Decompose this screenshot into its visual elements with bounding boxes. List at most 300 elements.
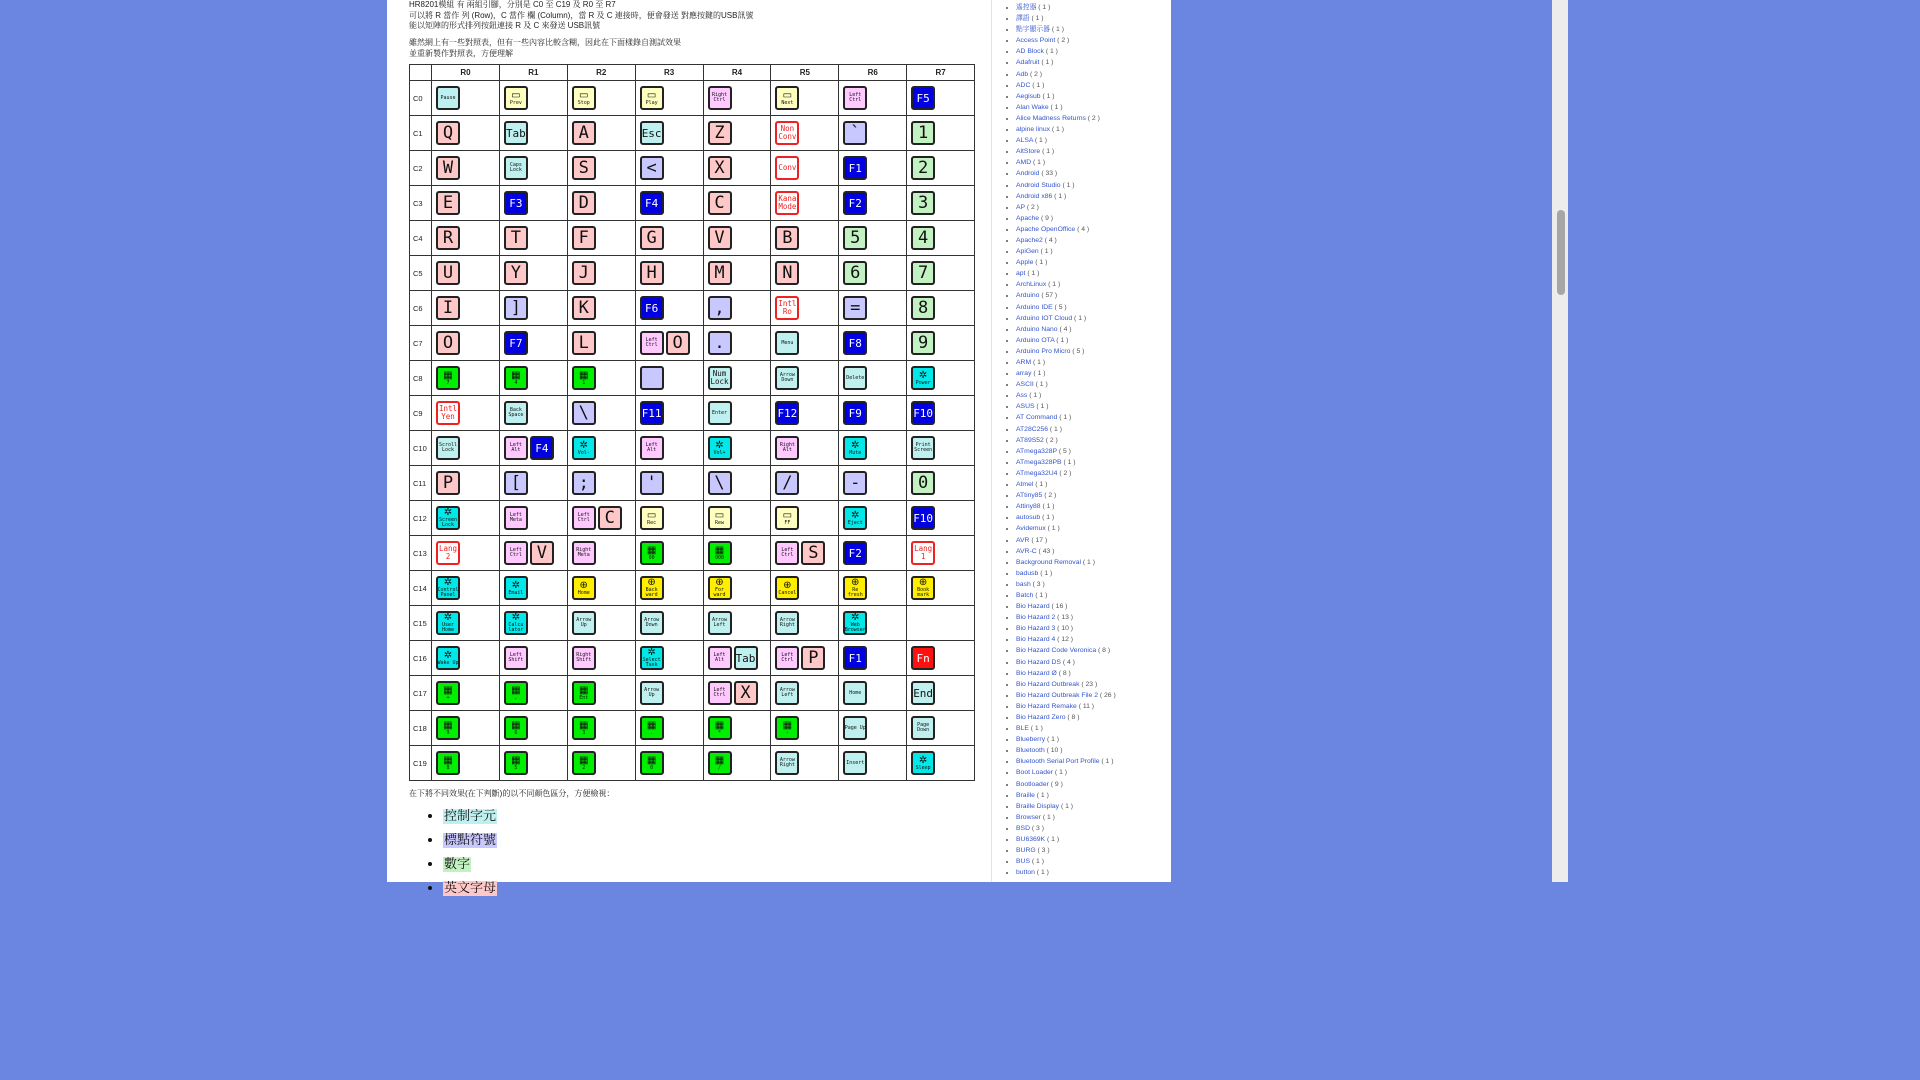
label-link[interactable]: Bio Hazard DS	[1016, 658, 1061, 666]
label-link[interactable]: Bio Hazard Ø	[1016, 669, 1057, 677]
row-label: C8	[410, 361, 432, 396]
key-cell	[635, 501, 703, 536]
key-label: 0	[650, 764, 654, 771]
label-count: ( 1 )	[1028, 725, 1043, 733]
key-cap	[775, 331, 799, 355]
label-link[interactable]: ADC	[1016, 81, 1031, 89]
key-cell	[839, 291, 907, 326]
label-link[interactable]: Bio Hazard Remake	[1016, 702, 1077, 710]
key-label: C	[714, 192, 725, 213]
label-link[interactable]: Arduino Pro Micro	[1016, 347, 1071, 355]
label-link[interactable]: Bio Hazard	[1016, 603, 1050, 611]
key-cap	[775, 366, 799, 390]
key-cell	[567, 151, 635, 186]
label-count: ( 5 )	[1052, 303, 1067, 311]
scrollbar-thumb[interactable]	[1557, 210, 1565, 295]
key-cell	[771, 571, 839, 606]
key-cell	[703, 711, 771, 746]
key-glyph-icon: ▦	[646, 719, 657, 731]
key-glyph-icon: ▦	[443, 369, 453, 381]
label-link[interactable]: apt	[1016, 270, 1026, 278]
label-count: ( 1 )	[1038, 569, 1053, 577]
label-link[interactable]: AT89S52	[1016, 436, 1044, 444]
key-cap	[504, 541, 528, 565]
key-glyph-icon: ✲	[511, 579, 521, 591]
key-cell	[703, 361, 771, 396]
key-cap	[843, 716, 867, 740]
key-cap	[640, 86, 664, 110]
key-label: Email	[508, 589, 524, 596]
key-label: Print Screen	[914, 442, 933, 453]
key-label: 4	[918, 227, 929, 248]
key-cap	[708, 471, 732, 495]
key-label: Arrow Right	[779, 617, 795, 628]
key-label: Conv	[778, 163, 797, 173]
label-link[interactable]: badusb	[1016, 569, 1039, 577]
label-list-item	[1016, 557, 1116, 568]
key-cell	[703, 641, 771, 676]
key-cell	[567, 536, 635, 571]
label-list-item	[1016, 634, 1116, 645]
key-glyph-icon: ▦	[511, 719, 521, 731]
label-count: ( 4 )	[1060, 658, 1075, 666]
label-link[interactable]: ATmega328P	[1016, 447, 1057, 455]
label-link[interactable]: ATmega32U4	[1016, 469, 1058, 477]
label-link[interactable]: AVR	[1016, 536, 1030, 544]
key-cell	[771, 431, 839, 466]
label-link[interactable]: Apple	[1016, 259, 1034, 267]
key-label: Right Ctrl	[711, 92, 728, 103]
label-link[interactable]: Bio Hazard Zero	[1016, 714, 1066, 721]
key-label: Lang 1	[914, 544, 933, 561]
key-label: N	[782, 262, 793, 283]
key-cap	[504, 331, 528, 355]
key-cap	[436, 471, 460, 495]
key-label: Power	[915, 379, 931, 386]
label-link[interactable]: ArchLinux	[1016, 281, 1047, 289]
label-list-item	[1016, 668, 1116, 679]
row-label: C4	[410, 221, 432, 256]
key-label: 8	[446, 764, 450, 771]
key-cap	[843, 226, 867, 250]
key-label: Stop	[577, 99, 590, 106]
label-list-item	[1016, 224, 1116, 235]
label-list-item	[1016, 468, 1116, 479]
label-link[interactable]: Bio Hazard Outbreak	[1016, 680, 1080, 688]
label-link[interactable]: BUS	[1016, 858, 1030, 866]
label-link[interactable]: ALSA	[1016, 137, 1034, 145]
key-label: Book mark	[917, 587, 930, 598]
key-cell	[703, 396, 771, 431]
key-cell	[839, 326, 907, 361]
label-link[interactable]: ASCII	[1016, 381, 1034, 389]
key-cap	[708, 366, 732, 390]
label-list-item	[1016, 479, 1116, 490]
key-cap	[572, 366, 596, 390]
key-glyph-icon: ▦	[443, 719, 453, 731]
key-glyph-icon: ▦	[646, 544, 657, 556]
label-count: ( 8 )	[1065, 714, 1080, 721]
key-cap	[708, 261, 732, 285]
key-glyph-icon: ✲	[851, 509, 860, 521]
label-link[interactable]: ATmega328PB	[1016, 458, 1062, 466]
key-label: Arrow Left	[779, 687, 795, 698]
key-label: Intl Ro	[778, 299, 797, 316]
label-link[interactable]: Bluetooth Serial Port Profile	[1016, 758, 1100, 766]
label-count: ( 3 )	[1030, 580, 1045, 588]
label-link[interactable]: Atmel	[1016, 481, 1034, 489]
key-cap	[775, 86, 799, 110]
label-list-item	[1016, 302, 1116, 313]
label-link[interactable]: Alan Wake	[1016, 103, 1049, 111]
key-label: For ward	[713, 587, 726, 598]
key-cap	[911, 716, 935, 740]
label-list-item	[1016, 612, 1116, 623]
label-link[interactable]: alpine linux	[1016, 126, 1051, 134]
label-list-item	[1016, 501, 1116, 512]
label-link[interactable]: Attiny88	[1016, 503, 1041, 511]
label-link[interactable]: Bio Hazard Code Veronica	[1016, 647, 1097, 655]
key-cap	[708, 646, 732, 670]
key-cap	[708, 716, 732, 740]
label-link[interactable]: Adafruit	[1016, 59, 1040, 67]
key-cap	[843, 541, 867, 565]
label-link[interactable]: Arduino OTA	[1016, 336, 1055, 344]
key-label: G	[646, 227, 657, 248]
label-list-item	[1016, 279, 1116, 290]
key-cell	[703, 81, 771, 116]
key-label: Vol+	[713, 449, 726, 456]
key-cell	[499, 711, 567, 746]
key-cell	[703, 326, 771, 361]
key-label: P	[808, 647, 819, 668]
key-label: T	[510, 227, 521, 248]
label-link[interactable]: Boot Loader	[1016, 769, 1054, 777]
key-glyph-icon: ✲	[918, 754, 928, 766]
key-cap	[640, 296, 664, 320]
key-cap	[843, 681, 867, 705]
key-label: Intl Yen	[438, 404, 458, 421]
label-link[interactable]: 遙控器	[1016, 4, 1037, 11]
legend-label: 標點符號	[444, 833, 497, 848]
label-count: ( 11 )	[1076, 702, 1095, 710]
key-cell	[432, 501, 500, 536]
key-cell	[635, 431, 703, 466]
label-count: ( 1 )	[1036, 4, 1051, 11]
key-label: Left Ctrl	[509, 547, 522, 558]
key-cap	[775, 156, 799, 180]
label-link[interactable]: Android x86	[1016, 192, 1053, 200]
legend-label: 英文字母	[444, 881, 497, 896]
key-glyph-icon: ▦	[714, 754, 725, 766]
key-cell	[432, 536, 500, 571]
legend-item	[443, 853, 497, 872]
key-label: ]	[510, 297, 521, 318]
key-glyph-icon: ▦	[579, 719, 589, 731]
label-list-item	[1016, 867, 1116, 878]
label-link[interactable]: Bio Hazard 2	[1016, 614, 1056, 622]
key-glyph-icon: ▦	[511, 369, 521, 381]
key-label: *	[717, 729, 721, 736]
key-cap	[640, 226, 664, 250]
key-cap	[708, 681, 732, 705]
key-label: Rew	[714, 519, 725, 526]
label-link[interactable]: AT28C256	[1016, 425, 1048, 433]
key-cell	[771, 396, 839, 431]
label-link[interactable]: bash	[1016, 580, 1031, 588]
key-label: F1	[848, 161, 862, 175]
key-cell	[432, 746, 500, 781]
key-cap	[504, 681, 528, 705]
label-link[interactable]: Batch	[1016, 591, 1034, 599]
label-count: ( 8 )	[1096, 647, 1111, 655]
label-link[interactable]: Arduino	[1016, 292, 1040, 300]
label-link[interactable]: BSD	[1016, 824, 1030, 832]
key-cell	[499, 186, 567, 221]
label-link[interactable]: AVR-C	[1016, 547, 1037, 555]
key-glyph-icon: ✲	[443, 612, 453, 623]
key-cap	[436, 646, 460, 670]
label-link[interactable]: Braille Display	[1016, 802, 1060, 810]
key-glyph-icon: ⊕	[579, 579, 588, 591]
label-list-item	[1016, 202, 1116, 213]
key-label: Ent	[579, 694, 589, 701]
row-label: C0	[410, 81, 432, 116]
label-link[interactable]: Arduino Nano	[1016, 325, 1058, 333]
key-glyph-icon: ⊕	[851, 577, 860, 588]
label-link[interactable]: ARM	[1016, 359, 1032, 366]
label-link[interactable]: AltStore	[1016, 148, 1041, 156]
label-link[interactable]: AT Command	[1016, 414, 1058, 422]
row-label: C3	[410, 186, 432, 221]
key-cell	[771, 641, 839, 676]
label-count: ( 57 )	[1039, 292, 1058, 300]
key-cell	[907, 81, 975, 116]
key-glyph-icon: ✲	[511, 612, 521, 623]
label-link[interactable]: Arduino IDE	[1016, 303, 1053, 311]
intro-line: 可以將 R 當作 列 (Row)，C 當作 欄 (Column)，當 R 及 C 連接時，便會發送 對應按鍵的USB訊號	[409, 10, 754, 20]
label-list-item	[1016, 13, 1116, 24]
key-cap	[436, 331, 460, 355]
labels-list	[1006, 2, 1116, 878]
key-cell	[432, 396, 500, 431]
key-label: Enter	[711, 409, 728, 416]
label-link[interactable]: 點字顯示器	[1016, 26, 1050, 34]
key-cell	[771, 501, 839, 536]
label-count: ( 1 )	[1045, 836, 1060, 844]
label-list-item	[1016, 379, 1116, 390]
label-link[interactable]: BLE	[1016, 725, 1029, 733]
key-label: Left Ctrl	[713, 687, 726, 698]
key-label: F6	[645, 301, 659, 315]
key-label: Kana Mode	[778, 194, 797, 211]
label-link[interactable]: AMD	[1016, 159, 1032, 167]
label-list-item	[1016, 457, 1116, 468]
key-label: X	[740, 682, 751, 703]
key-cap	[572, 611, 596, 635]
key-cap	[775, 506, 799, 530]
label-count: ( 10 )	[1044, 747, 1063, 755]
key-glyph-icon: ✲	[443, 649, 453, 661]
key-cap	[572, 86, 596, 110]
label-link[interactable]: ASUS	[1016, 403, 1035, 411]
label-list-item	[1016, 113, 1116, 124]
label-link[interactable]: Android Studio	[1016, 181, 1061, 189]
label-list-item	[1016, 290, 1116, 301]
label-list-item	[1016, 823, 1116, 834]
key-cap	[843, 331, 867, 355]
key-label: Home	[577, 589, 590, 596]
key-cap	[572, 681, 596, 705]
label-count: ( 2 )	[1055, 37, 1070, 45]
key-cap	[775, 296, 799, 320]
corner-header	[410, 65, 432, 81]
key-glyph-icon: ▦	[646, 754, 657, 766]
label-count: ( 2 )	[1043, 436, 1058, 444]
key-label: Calcu lator	[508, 622, 524, 633]
key-cell	[567, 571, 635, 606]
label-count: ( 1 )	[1072, 314, 1087, 322]
label-list-item	[1016, 57, 1116, 68]
key-cap	[843, 436, 867, 460]
key-cell	[567, 431, 635, 466]
key-cap	[504, 121, 528, 145]
label-count: ( 16 )	[1049, 603, 1068, 611]
row-label: C10	[410, 431, 432, 466]
label-link[interactable]: Apache	[1016, 214, 1040, 222]
key-label: FF	[784, 519, 791, 526]
label-link[interactable]: autosub	[1016, 514, 1041, 522]
key-label: +	[446, 694, 450, 701]
label-link[interactable]: 譯語	[1016, 15, 1030, 23]
key-cell	[703, 571, 771, 606]
label-link[interactable]: Bio Hazard 4	[1016, 636, 1056, 644]
key-glyph-icon: ⊕	[783, 579, 792, 591]
key-label: Screen Lock	[438, 517, 458, 528]
label-count: ( 1 )	[1049, 26, 1064, 34]
key-cap	[775, 681, 799, 705]
label-link[interactable]: Ass	[1016, 392, 1028, 400]
label-list-item	[1016, 313, 1116, 324]
label-link[interactable]: BU6369K	[1016, 836, 1046, 844]
label-link[interactable]: Bio Hazard 3	[1016, 625, 1056, 633]
label-link[interactable]: Arduino IOT Cloud	[1016, 314, 1073, 322]
label-list-item	[1016, 723, 1116, 734]
label-link[interactable]: Adb	[1016, 70, 1029, 78]
key-label: /	[717, 764, 721, 771]
key-cell	[839, 116, 907, 151]
key-glyph-icon: ▦	[511, 754, 521, 766]
label-list-item	[1016, 568, 1116, 579]
key-label: Z	[714, 122, 725, 143]
key-label: J	[578, 262, 589, 283]
label-link[interactable]: Background Removal	[1016, 558, 1081, 566]
label-link[interactable]: Braille	[1016, 791, 1035, 799]
label-link[interactable]: array	[1016, 370, 1032, 378]
key-label: Prev	[509, 99, 522, 106]
label-link[interactable]: Bootloader	[1016, 780, 1049, 788]
label-link[interactable]: Apache OpenOffice	[1016, 225, 1076, 233]
key-cap	[572, 156, 596, 180]
label-count: ( 1 )	[1061, 458, 1076, 466]
label-link[interactable]: AP	[1016, 203, 1025, 211]
key-cap	[775, 401, 799, 425]
label-list-item	[1016, 191, 1116, 202]
key-cap	[708, 156, 732, 180]
key-cell	[499, 466, 567, 501]
label-link[interactable]: Avidemux	[1016, 525, 1046, 533]
label-link[interactable]: Browser	[1016, 813, 1041, 821]
key-cell	[499, 641, 567, 676]
column-header: R2	[567, 65, 635, 81]
label-link[interactable]: Alice Madness Returns	[1016, 114, 1086, 122]
key-label: F12	[777, 406, 798, 420]
key-cell	[635, 641, 703, 676]
label-list-item	[1016, 834, 1116, 845]
key-cap	[775, 226, 799, 250]
key-cap	[911, 261, 935, 285]
key-cell	[771, 151, 839, 186]
key-label: '	[646, 472, 657, 493]
key-label: A	[578, 122, 589, 143]
label-list-item	[1016, 801, 1116, 812]
label-link[interactable]: Bio Hazard Outbreak File 2	[1016, 691, 1098, 699]
label-link[interactable]: Access Point	[1016, 37, 1056, 45]
key-cell	[432, 711, 500, 746]
key-label: End	[913, 686, 934, 700]
key-cap	[436, 191, 460, 215]
key-label: O	[672, 332, 683, 353]
key-label: Cancel	[778, 589, 797, 596]
key-label: Wake Up	[437, 659, 459, 666]
key-cell	[839, 606, 907, 641]
label-link[interactable]: ATtiny85	[1016, 492, 1043, 500]
key-glyph-icon: ▭	[646, 509, 657, 521]
label-link[interactable]: Aegisub	[1016, 92, 1041, 100]
key-cap	[911, 506, 935, 530]
key-cap	[843, 611, 867, 635]
label-count: ( 8 )	[1056, 669, 1071, 677]
page-scrollbar[interactable]	[1552, 0, 1568, 882]
key-glyph-icon: ⊕	[647, 577, 656, 588]
key-cell	[635, 466, 703, 501]
key-label: Left Ctrl	[781, 652, 794, 663]
label-count: ( 1 )	[1027, 392, 1042, 400]
key-label: Page Up	[844, 724, 866, 731]
key-cap	[572, 541, 596, 565]
key-cell	[839, 676, 907, 711]
label-list-item	[1016, 590, 1116, 601]
key-cap	[640, 261, 664, 285]
key-label: 6	[514, 729, 518, 736]
label-link[interactable]: Bluetooth	[1016, 747, 1045, 755]
label-link[interactable]: AD Block	[1016, 48, 1044, 56]
key-label: .	[714, 332, 725, 353]
label-count: ( 1 )	[1045, 736, 1060, 744]
label-count: ( 1 )	[1099, 758, 1114, 766]
label-link[interactable]: Android	[1016, 170, 1040, 178]
label-link[interactable]: ApiGen	[1016, 248, 1039, 256]
label-link[interactable]: Blueberry	[1016, 736, 1046, 744]
key-cell	[839, 396, 907, 431]
key-cell	[907, 326, 975, 361]
label-link[interactable]: Apache2	[1016, 236, 1043, 244]
label-link[interactable]: button	[1016, 869, 1035, 877]
key-cell	[703, 151, 771, 186]
key-cap	[572, 716, 596, 740]
table-row	[410, 186, 975, 221]
label-link[interactable]: BURG	[1016, 847, 1036, 855]
